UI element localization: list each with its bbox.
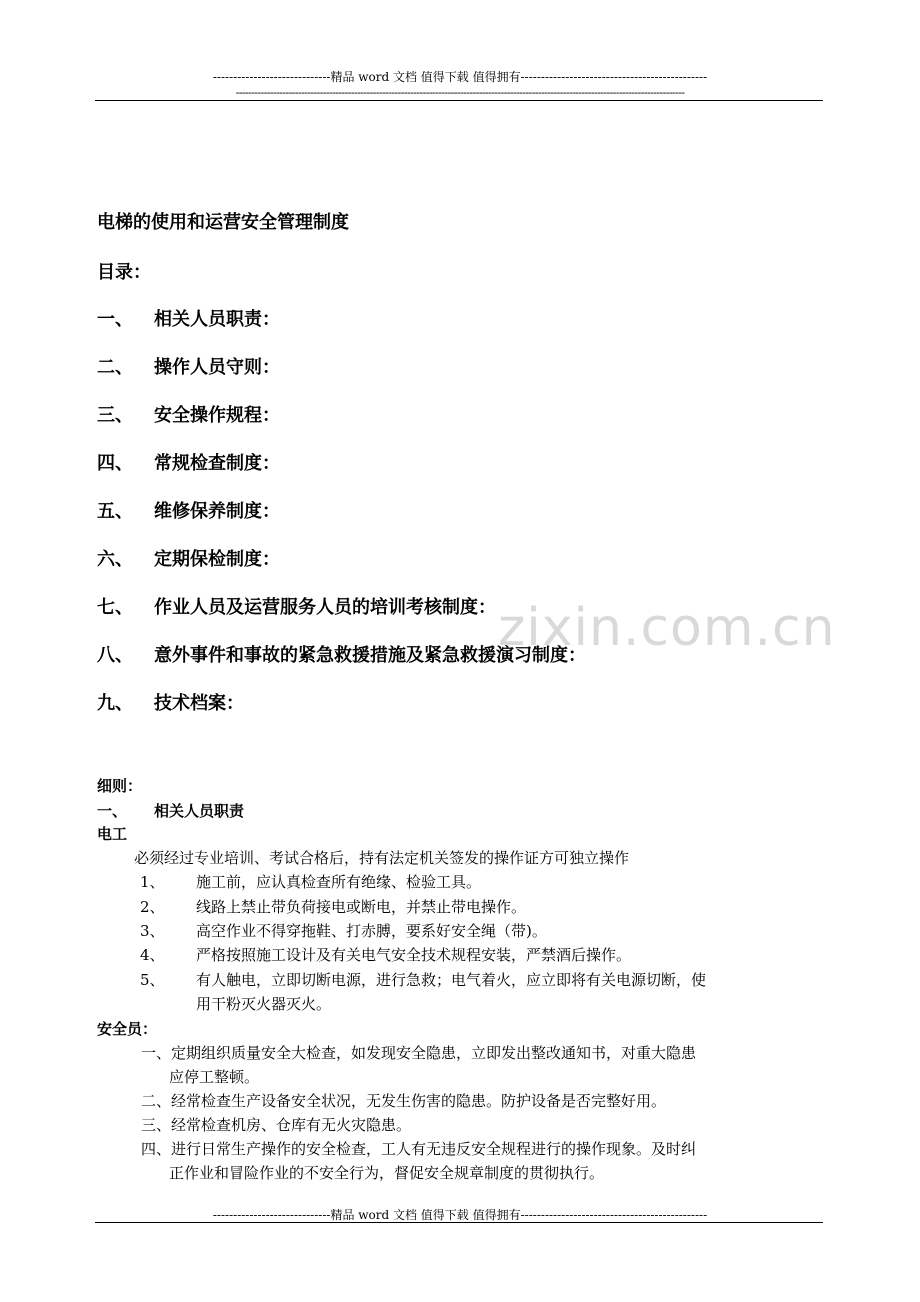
details-heading: 细则： <box>97 777 143 795</box>
electrician-intro: 必须经过专业培训、考试合格后，持有法定机关签发的操作证方可独立操作 <box>134 849 630 867</box>
electrician-item-text: 有人触电，立即切断电源，进行急救；电气着火，应立即将有关电源切断，使 <box>196 971 707 989</box>
toc-item-number: 九、 <box>97 693 133 714</box>
safety-item-text: 三、经常检查机房、仓库有无火灾隐患。 <box>141 1116 412 1134</box>
footer-line-1: -----------------------------精品 word 文档 值得下载 值得拥有---------------------------------------------- <box>212 1208 708 1222</box>
electrician-item-number: 2、 <box>140 898 165 916</box>
watermark: zixin.com.cn <box>498 598 836 658</box>
toc-item-number: 一、 <box>97 309 133 330</box>
toc-item-text: 意外事件和事故的紧急救援措施及紧急救援演习制度： <box>154 645 586 666</box>
electrician-heading: 电工 <box>97 825 128 843</box>
safety-item-text: 一、定期组织质量安全大检查，如发现安全隐患，立即发出整改通知书，对重大隐患 <box>141 1044 697 1062</box>
electrician-item-text: 施工前，应认真检查所有绝缘、检验工具。 <box>196 873 482 891</box>
safety-item-text: 二、经常检查生产设备安全状况，无发生伤害的隐患。防护设备是否完整好用。 <box>141 1092 667 1110</box>
toc-item-text: 常规检查制度： <box>154 453 280 474</box>
toc-item-number: 五、 <box>97 501 133 522</box>
safety-item-text: 四、进行日常生产操作的安全检查，工人有无违反安全规程进行的操作现象。及时纠 <box>141 1140 697 1158</box>
safety-officer-heading: 安全员： <box>97 1020 158 1038</box>
toc-item-number: 四、 <box>97 453 133 474</box>
electrician-item-text: 严格按照施工设计及有关电气安全技术规程安装，严禁酒后操作。 <box>196 946 632 964</box>
electrician-item-number: 4、 <box>140 946 165 964</box>
header-line-2: ------------------------------------------------------------------------------------------------------------------------------------------------ <box>235 86 685 99</box>
electrician-item-number: 3、 <box>140 922 165 940</box>
document-title: 电梯的使用和运营安全管理制度 <box>97 212 349 233</box>
safety-item-text-continued: 正作业和冒险作业的不安全行为，督促安全规章制度的贯彻执行。 <box>169 1164 605 1182</box>
electrician-item-number: 1、 <box>140 873 165 891</box>
toc-item-text: 维修保养制度： <box>154 501 280 522</box>
toc-item-text: 作业人员及运营服务人员的培训考核制度： <box>154 597 496 618</box>
header-line-1: -----------------------------精品 word 文档 值得下载 值得拥有---------------------------------------------- <box>212 70 708 84</box>
header-rule <box>95 100 823 101</box>
toc-item-text: 定期保检制度： <box>154 549 280 570</box>
toc-item-number: 三、 <box>97 405 133 426</box>
footer-rule <box>95 1222 823 1223</box>
toc-item-text: 相关人员职责： <box>154 309 280 330</box>
toc-item-number: 二、 <box>97 357 133 378</box>
safety-item-text-continued: 应停工整顿。 <box>169 1068 260 1086</box>
electrician-item-text-continued: 用干粉灭火器灭火。 <box>196 995 332 1013</box>
toc-item-text: 安全操作规程： <box>154 405 280 426</box>
section-title: 相关人员职责 <box>154 802 245 820</box>
electrician-item-text: 线路上禁止带负荷接电或断电，并禁止带电操作。 <box>196 898 527 916</box>
toc-heading: 目录： <box>97 262 151 283</box>
toc-item-number: 八、 <box>97 645 133 666</box>
toc-item-text: 操作人员守则： <box>154 357 280 378</box>
toc-item-number: 六、 <box>97 549 133 570</box>
electrician-item-number: 5、 <box>140 971 165 989</box>
section-number: 一、 <box>97 802 128 820</box>
electrician-item-text: 高空作业不得穿拖鞋、打赤膊，要系好安全绳（带)。 <box>196 922 547 940</box>
toc-item-number: 七、 <box>97 597 133 618</box>
toc-item-text: 技术档案： <box>154 693 244 714</box>
